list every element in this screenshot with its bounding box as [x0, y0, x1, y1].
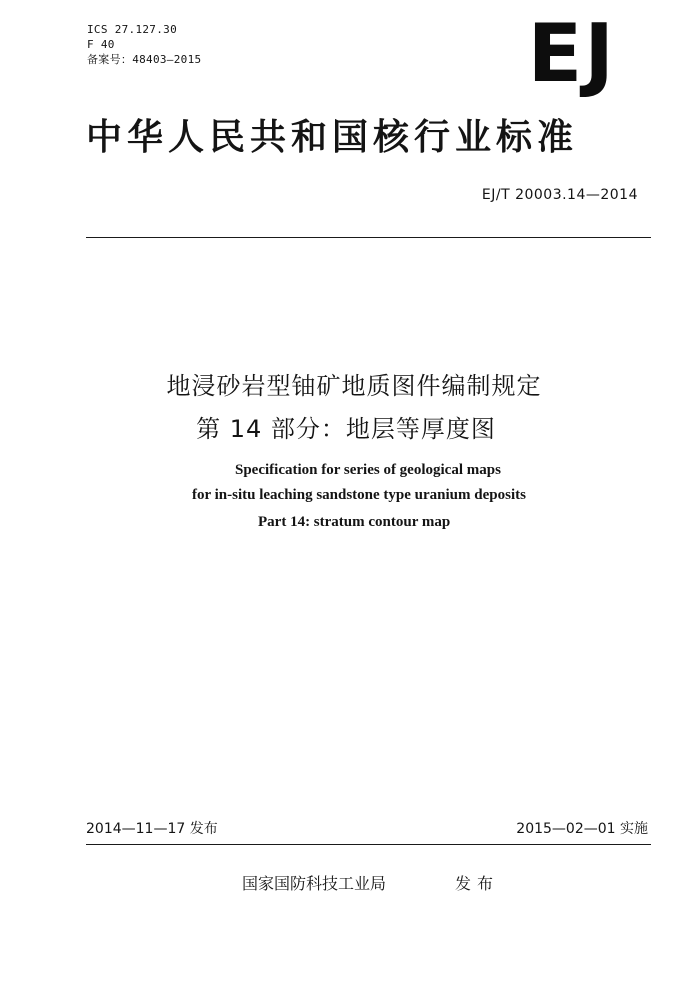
implementation-date: 2015—02—01 实施 — [516, 821, 648, 837]
bottom-divider — [86, 844, 651, 845]
title-en-line2: for in-situ leaching sandstone type uranium deposits — [192, 487, 526, 503]
title-en-line3: Part 14: stratum contour map — [258, 514, 451, 530]
ics-code: ICS 27.127.30 — [87, 23, 177, 36]
issuing-authority: 国家国防科技工业局 — [242, 874, 387, 893]
title-en-line1: Specification for series of geological maps — [235, 462, 501, 478]
standard-category-title: 中华人民共和国核行业标准 — [86, 117, 579, 158]
ccs-code: F 40 — [87, 38, 115, 51]
classification-codes — [87, 22, 201, 67]
title-cn-line1: 地浸砂岩型铀矿地质图件编制规定 — [166, 372, 542, 400]
filing-number: 备案号：48403—2015 — [87, 53, 202, 66]
title-cn-line2: 第 14 部分：地层等厚度图 — [196, 415, 496, 443]
ej-logo: EJ — [527, 7, 616, 100]
top-divider — [86, 237, 651, 238]
standard-number: EJ/T 20003.14—2014 — [481, 187, 638, 203]
issue-date: 2014—11—17 发布 — [86, 821, 218, 837]
issuing-verb: 发布 — [455, 874, 500, 893]
